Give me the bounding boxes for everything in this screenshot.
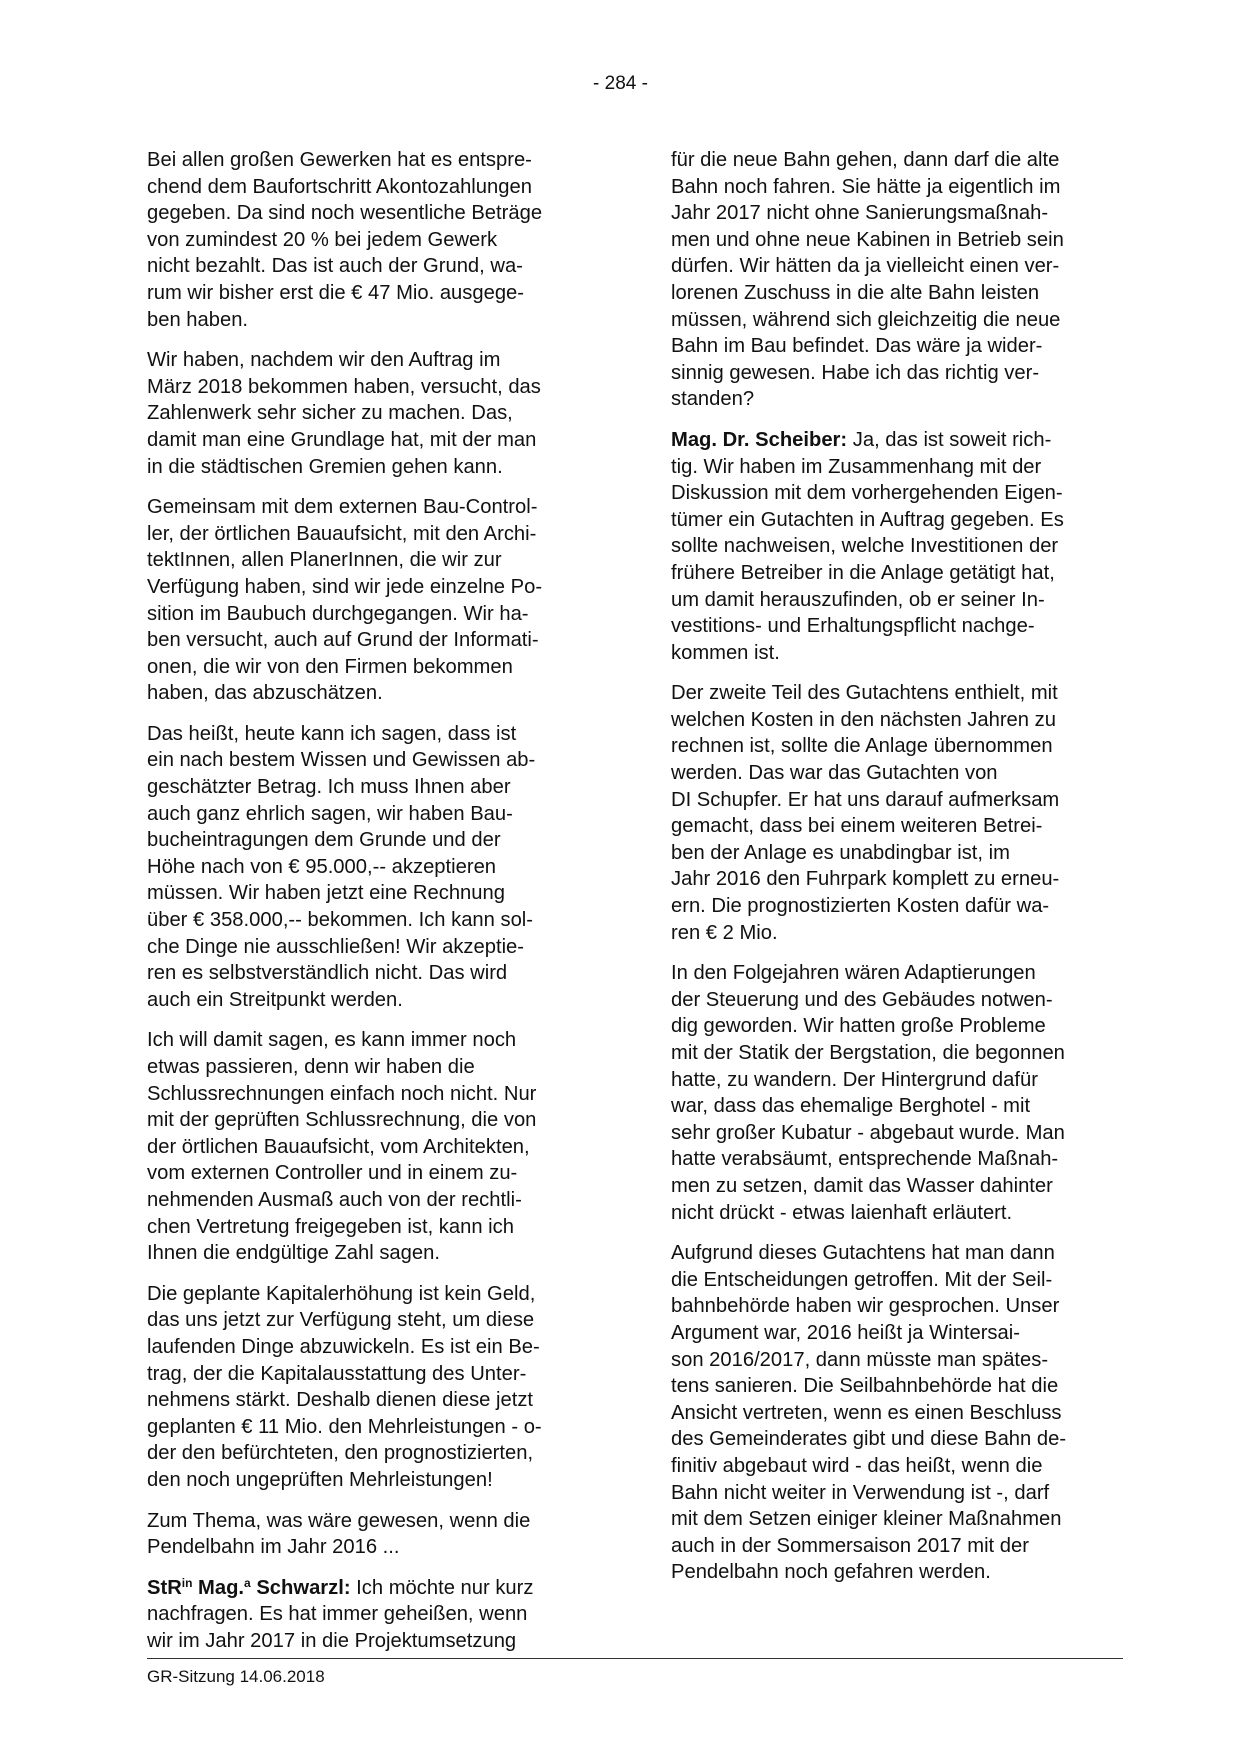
text-line: des Gemeinderates gibt und diese Bahn de- (671, 1428, 1067, 1451)
text-line: Aufgrund dieses Gutachtens hat man dann (671, 1242, 1055, 1265)
text-line: gemacht, dass bei einem weiteren Betrei- (671, 815, 1043, 838)
speaker-name (671, 429, 847, 451)
text-line: auch ganz ehrlich sagen, wir haben Bau- (147, 802, 513, 825)
paragraph (147, 347, 595, 480)
text-line: ern. Die prognostizierten Kosten dafür wa- (671, 895, 1050, 918)
text-line: Pendelbahn noch gefahren werden. (671, 1561, 991, 1584)
text-line: ben haben. (147, 308, 249, 331)
text-line: bucheintragungen dem Grunde und der (147, 829, 501, 852)
speaker-name-part: Mag. (192, 1576, 245, 1599)
text-line: nehmens stärkt. Deshalb dienen diese jetzt (147, 1389, 534, 1412)
text-line: wir im Jahr 2017 in die Projektumsetzung (147, 1629, 517, 1652)
footer-session-date: GR-Sitzung 14.06.2018 (147, 1667, 325, 1686)
text-line: men und ohne neue Kabinen in Betrieb sein (671, 228, 1064, 251)
text-line: ein nach bestem Wissen und Gewissen ab- (147, 749, 536, 772)
text-line: Ich will damit sagen, es kann immer noch (147, 1029, 517, 1052)
text-line: son 2016/2017, dann müsste man spätes- (671, 1348, 1049, 1371)
text-line: in die städtischen Gremien gehen kann. (147, 455, 503, 478)
text-line: Der zweite Teil des Gutachtens enthielt, mit (671, 682, 1058, 705)
text-line: mit der Statik der Bergstation, die begonnen (671, 1042, 1065, 1064)
text-line: für die neue Bahn gehen, dann darf die alte (671, 149, 1060, 171)
text-line: war, dass das ehemalige Berghotel - mit (671, 1095, 1031, 1118)
text-line: gegeben. Da sind noch wesentliche Beträge (147, 202, 543, 225)
text-line: frühere Betreiber in die Anlage getätigt hat, (671, 561, 1055, 584)
paragraph (147, 1575, 595, 1655)
text-line: Verfügung haben, sind wir jede einzelne Po- (147, 575, 543, 598)
paragraph (671, 680, 1119, 946)
paragraph (147, 721, 595, 1014)
paragraph (671, 147, 1119, 413)
text-line: um damit herauszufinden, ob er seiner In- (671, 588, 1045, 611)
text-line: hatte verabsäumt, entsprechende Maßnah- (671, 1148, 1059, 1171)
text-line: die Entscheidungen getroffen. Mit der Seil- (671, 1268, 1053, 1291)
right-column (671, 147, 1119, 1600)
text-line: rechnen ist, sollte die Anlage übernommen (671, 735, 1053, 758)
text-line: von zumindest 20 % bei jedem Gewerk (147, 228, 498, 251)
text-line: mit der geprüften Schlussrechnung, die von (147, 1109, 537, 1132)
text-line: ler, der örtlichen Bauaufsicht, mit den Archi- (147, 522, 537, 545)
speaker-title-superscript: in (181, 1575, 193, 1590)
text-line: geplanten € 11 Mio. den Mehrleistungen - o- (147, 1415, 542, 1438)
text-line: Jahr 2016 den Fuhrpark komplett zu erneu- (671, 868, 1060, 891)
speaker-statement: Ich möchte nur kurz (350, 1576, 534, 1599)
footer-divider (147, 1658, 1123, 1659)
paragraph (147, 1508, 595, 1561)
paragraph (147, 147, 595, 333)
text-line: standen? (671, 388, 755, 411)
text-line: dig geworden. Wir hatten große Probleme (671, 1015, 1046, 1038)
text-line: Pendelbahn im Jahr 2016 ... (147, 1536, 400, 1559)
text-line: mit dem Setzen einiger kleiner Maßnahmen (671, 1508, 1062, 1531)
text-line: DI Schupfer. Er hat uns darauf aufmerksam (671, 788, 1060, 811)
text-line: chend dem Baufortschritt Akontozahlungen (147, 175, 532, 198)
text-line: geschätzter Betrag. Ich muss Ihnen aber (147, 776, 511, 799)
text-line: trag, der die Kapitalausstattung des Unter- (147, 1362, 527, 1385)
speaker-statement: Ja, das ist soweit rich- (847, 428, 1052, 451)
text-line: ben versucht, auch auf Grund der Informati- (147, 629, 539, 652)
text-line: Bahn noch fahren. Sie hätte ja eigentlich im (671, 175, 1061, 198)
speaker-line (671, 427, 1119, 454)
text-line: Das heißt, heute kann ich sagen, dass ist (147, 722, 517, 745)
speaker-name-part: StR (147, 1576, 182, 1599)
text-line: finitiv abgebaut wird - das heißt, wenn die (671, 1454, 1043, 1477)
speaker-name-part: Schwarzl: (250, 1576, 351, 1599)
text-line: Bei allen großen Gewerken hat es entspre- (147, 149, 532, 171)
text-line: chen Vertretung freigegeben ist, kann ich (147, 1215, 514, 1238)
text-line: bahnbehörde haben wir gesprochen. Unser (671, 1295, 1060, 1318)
paragraph (671, 427, 1119, 666)
text-line: der örtlichen Bauaufsicht, vom Architekten, (147, 1135, 530, 1158)
text-line: Bahn im Bau befindet. Das wäre ja wider- (671, 335, 1043, 358)
text-line: In den Folgejahren wären Adaptierungen (671, 962, 1036, 985)
text-line: tektInnen, allen PlanerInnen, die wir zur (147, 549, 502, 572)
text-line: Bahn nicht weiter in Verwendung ist -, darf (671, 1481, 1050, 1504)
text-line: laufenden Dinge abzuwickeln. Es ist ein Be- (147, 1335, 540, 1358)
text-line: sollte nachweisen, welche Investitionen der (671, 535, 1059, 558)
text-line: Wir haben, nachdem wir den Auftrag im (147, 349, 501, 372)
text-line: Argument war, 2016 heißt ja Wintersai- (671, 1321, 1020, 1344)
paragraph (671, 1240, 1119, 1586)
text-line: sition im Baubuch durchgegangen. Wir ha- (147, 602, 529, 625)
text-line: sehr großer Kubatur - abgebaut wurde. Man (671, 1121, 1065, 1144)
text-line: Diskussion mit dem vorhergehenden Eigen- (671, 482, 1063, 505)
text-line: Ansicht vertreten, wenn es einen Beschluss (671, 1401, 1062, 1424)
text-line: Ihnen die endgültige Zahl sagen. (147, 1242, 440, 1265)
text-line: ren es selbstverständlich nicht. Das wird (147, 962, 508, 985)
paragraph (147, 1027, 595, 1266)
text-line: Schlussrechnungen einfach noch nicht. Nur (147, 1082, 537, 1105)
text-line: onen, die wir von den Firmen bekommen (147, 655, 513, 678)
speaker-line (147, 1575, 595, 1602)
text-line: rum wir bisher erst die € 47 Mio. ausgege- (147, 281, 524, 304)
text-line: vom externen Controller und in einem zu- (147, 1162, 518, 1185)
text-line: tig. Wir haben im Zusammenhang mit der (671, 455, 1042, 478)
text-line: ben der Anlage es unabdingbar ist, im (671, 841, 1010, 864)
text-line: Gemeinsam mit dem externen Bau-Control- (147, 496, 538, 519)
text-line: über € 358.000,-- bekommen. Ich kann sol- (147, 909, 534, 932)
text-line: Zahlenwerk sehr sicher zu machen. Das, (147, 402, 513, 425)
text-line: dürfen. Wir hätten da ja vielleicht einen ver- (671, 255, 1060, 278)
text-line: Die geplante Kapitalerhöhung ist kein Geld, (147, 1282, 536, 1305)
text-line: nachfragen. Es hat immer geheißen, wenn (147, 1603, 528, 1626)
speaker-name (147, 1577, 351, 1599)
text-line: tens sanieren. Die Seilbahnbehörde hat die (671, 1375, 1059, 1398)
text-line: werden. Das war das Gutachten von (671, 762, 998, 785)
text-line: etwas passieren, denn wir haben die (147, 1056, 475, 1078)
text-line: März 2018 bekommen haben, versucht, das (147, 375, 541, 398)
text-line: müssen. Wir haben jetzt eine Rechnung (147, 882, 505, 905)
text-line: nicht drückt - etwas laienhaft erläutert. (671, 1201, 1013, 1224)
text-line: müssen, während sich gleichzeitig die neue (671, 308, 1061, 331)
speaker-title-superscript: a (244, 1575, 251, 1590)
text-line: nehmenden Ausmaß auch von der rechtli- (147, 1188, 522, 1211)
text-line: men zu setzen, damit das Wasser dahinter (671, 1174, 1053, 1197)
text-line: auch in der Sommersaison 2017 mit der (671, 1534, 1029, 1557)
text-line: den noch ungeprüften Mehrleistungen! (147, 1468, 493, 1491)
text-line: damit man eine Grundlage hat, mit der man (147, 428, 537, 451)
text-line: Zum Thema, was wäre gewesen, wenn die (147, 1509, 531, 1532)
text-line: lorenen Zuschuss in die alte Bahn leisten (671, 281, 1040, 304)
text-line: Höhe nach von € 95.000,-- akzeptieren (147, 855, 497, 878)
paragraph (147, 1281, 595, 1494)
text-line: che Dinge nie ausschließen! Wir akzeptie- (147, 935, 525, 958)
speaker-name-part: Mag. Dr. Scheiber: (671, 428, 848, 451)
paragraph (147, 494, 595, 707)
text-line: vestitions- und Erhaltungspflicht nachge- (671, 615, 1035, 638)
text-line: der den befürchteten, den prognostizierten, (147, 1442, 534, 1465)
text-line: auch ein Streitpunkt werden. (147, 988, 403, 1011)
text-line: Jahr 2017 nicht ohne Sanierungsmaßnah- (671, 202, 1049, 225)
text-line: das uns jetzt zur Verfügung steht, um diese (147, 1309, 535, 1332)
left-column (147, 147, 595, 1668)
text-line: haben, das abzuschätzen. (147, 682, 383, 705)
page-number: - 284 - (593, 73, 648, 94)
text-line: welchen Kosten in den nächsten Jahren zu (671, 708, 1056, 731)
text-line: sinnig gewesen. Habe ich das richtig ver- (671, 361, 1040, 384)
text-line: der Steuerung und des Gebäudes notwen- (671, 988, 1053, 1011)
text-line: ren € 2 Mio. (671, 921, 778, 944)
text-line: tümer ein Gutachten in Auftrag gegeben. Es (671, 508, 1064, 531)
text-line: kommen ist. (671, 641, 780, 664)
text-line: hatte, zu wandern. Der Hintergrund dafür (671, 1068, 1038, 1091)
paragraph (671, 960, 1119, 1226)
text-line: nicht bezahlt. Das ist auch der Grund, wa- (147, 255, 523, 278)
